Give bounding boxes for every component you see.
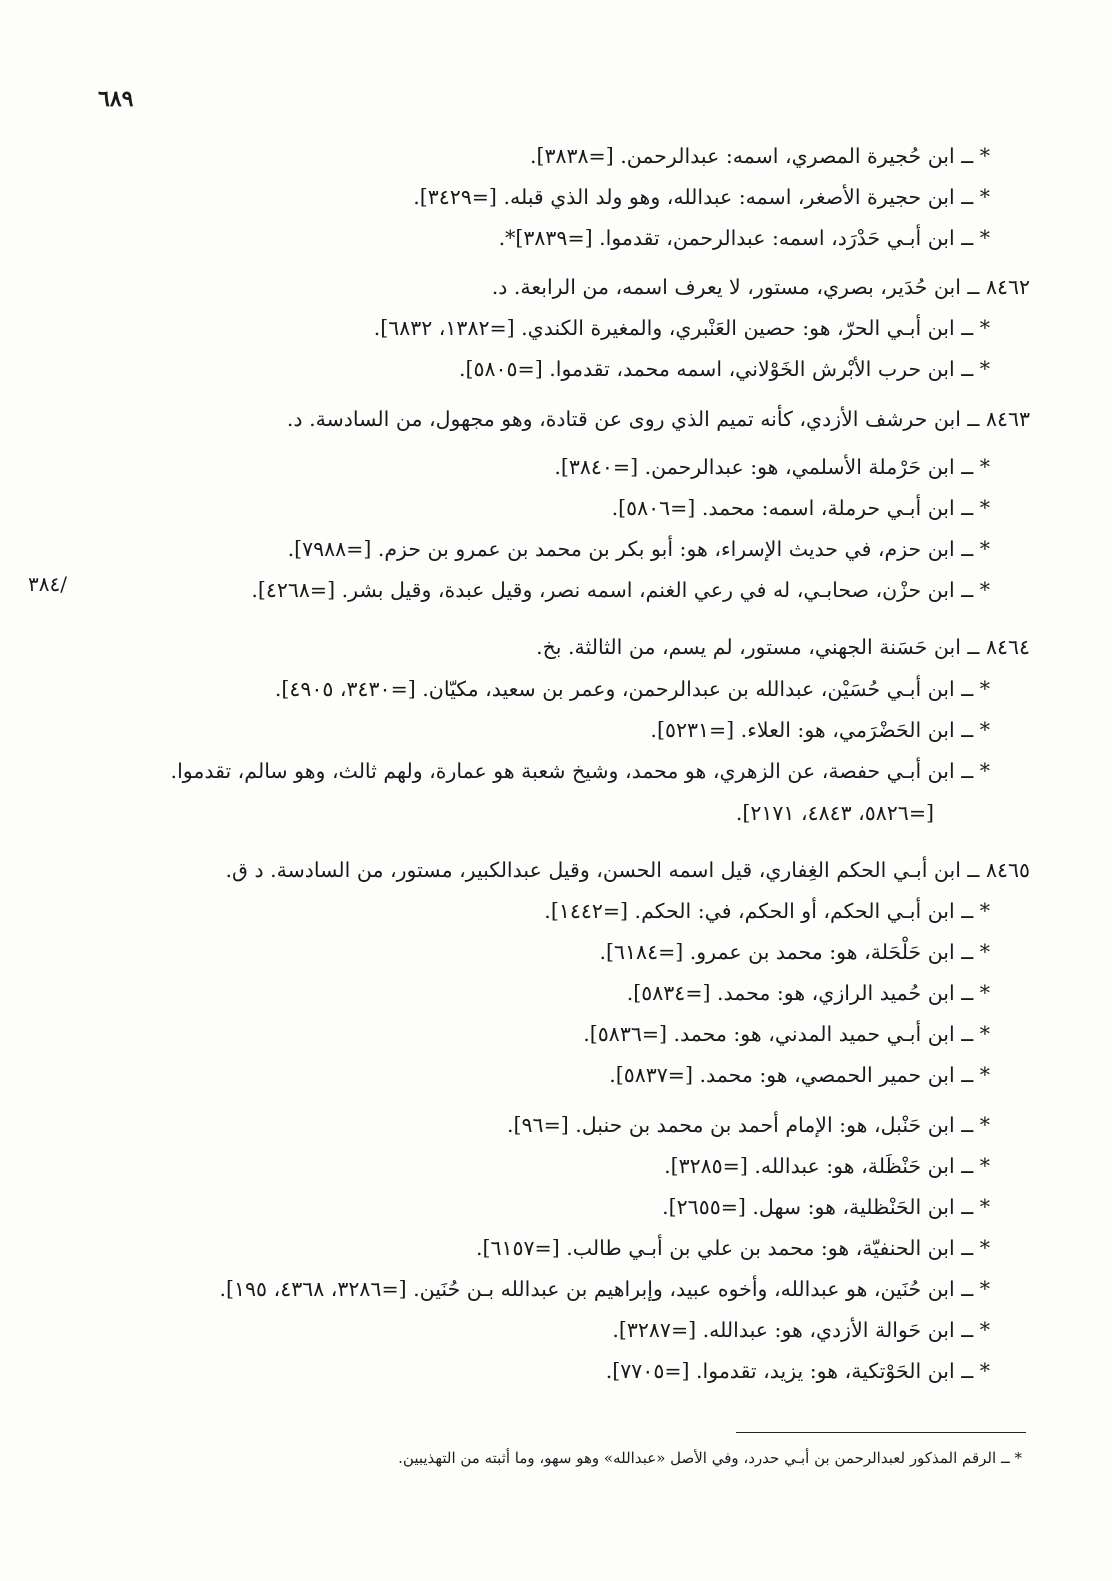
- text-line: * ــ ابن أبـي حُسَيْن، عبدالله بن عبدالرحمن، وعمر بن سعيد، مكيّان. [=٣٤٣٠، ٤٩٠٥].: [274, 677, 990, 701]
- text-line: * ــ ابن حزم، في حديث الإسراء، هو: أبو بكر بن محمد بن عمرو بن حزم. [=٧٩٨٨].: [287, 537, 990, 561]
- footnote: * ــ الرقم المذكور لعبدالرحمن بن أبـي حدرد، وفي الأصل «عبدالله» وهو سهو، وما أثبته من التهذيبين.: [398, 1449, 1022, 1467]
- footnote-rule: [736, 1432, 1026, 1433]
- text-line: * ــ ابن حَوالة الأزدي، هو: عبدالله. [=٣٢٨٧].: [612, 1318, 990, 1342]
- margin-note: /٣٨٤: [28, 572, 67, 596]
- text-line: * ــ ابن حزْن، صحابـي، له في رعي الغنم، اسمه نصر، وقيل عبدة، وقيل بشر. [=٤٢٦٨].: [251, 578, 990, 602]
- text-line: * ــ ابن الحَنْظلية، هو: سهل. [=٢٦٥٥].: [662, 1195, 990, 1219]
- page-number: ٦٨٩: [98, 86, 134, 112]
- text-line: * ــ ابن حجيرة الأصغر، اسمه: عبدالله، وهو ولد الذي قبله. [=٣٤٢٩].: [413, 185, 990, 209]
- text-line: ٨٤٦٥ ــ ابن أبـي الحكم الغِفاري، قيل اسمه الحسن، وقيل عبدالكبير، مستور، من السادسة. د ق.: [225, 858, 1030, 882]
- text-line: [=٥٨٢٦، ٤٨٤٣، ٢١٧١].: [735, 801, 934, 825]
- text-line: ٨٤٦٤ ــ ابن حَسَنة الجهني، مستور، لم يسم، من الثالثة. بخ.: [536, 635, 1030, 659]
- text-line: * ــ ابن أبـي الحكم، أو الحكم، في: الحكم. [=١٤٤٢].: [544, 899, 990, 923]
- text-line: * ــ ابن حَنْظَلة، هو: عبدالله. [=٣٢٨٥].: [664, 1154, 990, 1178]
- text-line: * ــ ابن حَلْحَلة، هو: محمد بن عمرو. [=٦١٨٤].: [599, 940, 990, 964]
- text-line: * ــ ابن حَرْملة الأسلمي، هو: عبدالرحمن. [=٣٨٤٠].: [554, 455, 990, 479]
- text-line: * ــ ابن حمير الحمصي، هو: محمد. [=٥٨٣٧].: [609, 1063, 990, 1087]
- text-line: * ــ ابن الحنفيّة، هو: محمد بن علي بن أبـي طالب. [=٦١٥٧].: [475, 1236, 990, 1260]
- text-line: * ــ ابن أبـي حرملة، اسمه: محمد. [=٥٨٠٦].: [611, 496, 990, 520]
- text-line: * ــ ابن حُنَين، هو عبدالله، وأخوه عبيد، وإبراهيم بن عبدالله بـن حُنَين. [=٣٢٨٦، ٤٣٦٨، ١٩٥].: [219, 1277, 990, 1301]
- text-line: * ــ ابن أبـي حميد المدني، هو: محمد. [=٥٨٣٦].: [583, 1022, 990, 1046]
- text-line: * ــ ابن أبـي حفصة، عن الزهري، هو محمد، وشيخ شعبة هو عمارة، ولهم ثالث، وهو سالم، تقدموا.: [170, 759, 990, 783]
- text-line: * ــ ابن حَنْبل، هو: الإمام أحمد بن محمد بن حنبل. [=٩٦].: [507, 1113, 990, 1137]
- text-line: ٨٤٦٢ ــ ابن حُدَير، بصري، مستور، لا يعرف اسمه، من الرابعة. د.: [491, 275, 1030, 299]
- text-line: ٨٤٦٣ ــ ابن حرشف الأزدي، كأنه تميم الذي روى عن قتادة، وهو مجهول، من السادسة. د.: [286, 407, 1030, 431]
- text-line: * ــ ابن الحَوْتكية، هو: يزيد، تقدموا. [=٧٧٠٥].: [605, 1359, 990, 1383]
- text-line: * ــ ابن أبـي حَدْرَد، اسمه: عبدالرحمن، تقدموا. [=٣٨٣٩]*.: [498, 226, 990, 250]
- text-line: * ــ ابن أبـي الحرّ، هو: حصين العَنْبري، والمغيرة الكندي. [=١٣٨٢، ٦٨٣٢].: [373, 316, 990, 340]
- text-line: * ــ ابن حرب الأبْرش الخَوْلاني، اسمه محمد، تقدموا. [=٥٨٠٥].: [458, 357, 990, 381]
- text-line: * ــ ابن حُميد الرازي، هو: محمد. [=٥٨٣٤].: [626, 981, 990, 1005]
- text-line: * ــ ابن الحَضْرَمي، هو: العلاء. [=٥٢٣١].: [650, 718, 990, 742]
- text-line: * ــ ابن حُجيرة المصري، اسمه: عبدالرحمن. [=٣٨٣٨].: [529, 144, 990, 168]
